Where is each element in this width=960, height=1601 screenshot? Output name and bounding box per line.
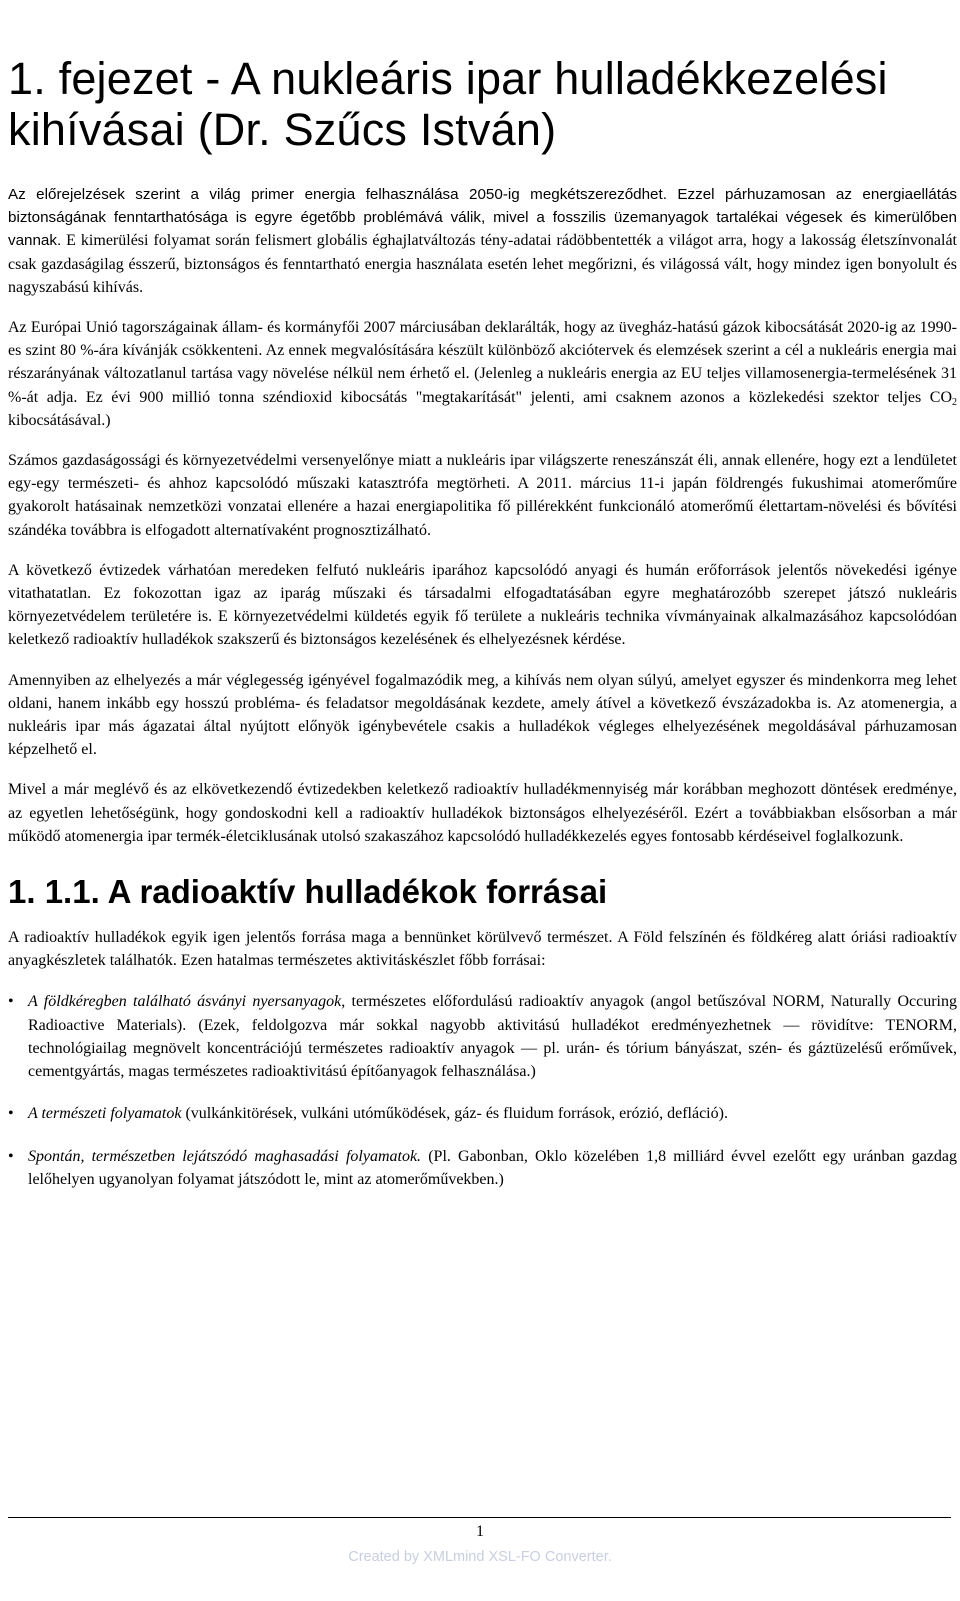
sources-list <box>8 990 957 1190</box>
creator-suffix: . <box>607 1549 612 1565</box>
list-item-text: (vulkánkitörések, vulkáni utóműködések, gáz- és fluidum források, erózió, defláció). <box>181 1105 728 1123</box>
list-item <box>8 1102 957 1125</box>
paragraph-final-disposal: Amennyiben az elhelyezés a már véglegesség igényével fogalmazódik meg, a kihívás nem olyan súlyú, amelyet egyszer és mindenkorra meg lehet oldani, hanem inkább egy hosszú probléma- és feladatsor megoldásának kezdete, amely átível a következő évszázadokba is. Az atomenergia, a nukleáris ipar más ágazatai által nyújtott előnyök igénybevétele csakis a hulladékok végleges elhelyezésének megoldásával párhuzamosan képzelhető el. <box>8 671 957 759</box>
intro-sentence-2: Ezzel párhuzamosan az energiaellátás biztonságának fenntarthatósága is egyre égetőbb problémává válik, mivel a fosszilis üzemanyagok tartalékai végesek és kimerülőben vannak. <box>8 186 957 250</box>
chapter-title: 1. fejezet - A nukleáris ipar hulladékkezelési kihívásai (Dr. Szűcs István) <box>8 53 888 155</box>
paragraph-nuclear-renaissance: Számos gazdaságossági és környezetvédelmi versenyelőnye miatt a nukleáris ipar világszerte reneszánszát éli, annak ellenére, hogy ezt a lendületet egy-egy természeti- és ahhoz kapcsolódó műszaki katasztrófa megtörheti. A 2011. március 11-i japán földrengés fukushimai atomerőműre gyakorolt hatásainak nemzetközi vonzatai ellenére a hazai energiapolitika fő pillérekként funkcionáló atomerőmű élettartam-növelési és bővítési szándéka továbbra is elfogadott alternatívaként prognosztizálható. <box>8 452 957 539</box>
list-item-emphasis: A földkéregben található ásványi nyersanyagok <box>28 993 342 1011</box>
bullet-icon: • <box>8 993 14 1011</box>
list-item-emphasis: A természeti folyamatok <box>28 1105 182 1123</box>
section-title: 1. 1.1. A radioaktív hulladékok forrásai <box>8 873 608 911</box>
creator-footer <box>0 1547 960 1567</box>
list-item <box>8 990 957 1083</box>
list-item <box>8 1145 957 1191</box>
creator-prefix: Created by <box>348 1549 424 1565</box>
paragraph-eu-emissions-tail: kibocsátásával.) <box>8 411 111 429</box>
paragraph-intro <box>8 183 957 299</box>
page-number: 1 <box>476 1523 484 1540</box>
bullet-icon: • <box>8 1105 14 1123</box>
creator-name: XMLmind XSL-FO Converter <box>423 1549 608 1565</box>
intro-sentence-1: Az előrejelzések szerint a világ primer energia felhasználása 2050-ig megkétszereződhet. <box>8 186 678 203</box>
paragraph-eu-emissions-text: Az Európai Unió tagországainak állam- és kormányfői 2007 márciusában deklarálták, hogy az üvegház-hatású gázok kibocsátását 2020-ig az 1990-es szint 80 %-ára kívánják csökkenteni. Az ennek megvalósítására készült különböző akciótervek és elemzések szerint a cél a nukleáris energia mai részarányának változatlanul tartása vagy növelése nélkül nem érhető el. (Jelenleg a nukleáris energia az EU teljes villamosenergia-termelésének 31 %-át adja. Ez évi 900 millió tonna széndioxid kibocsátás "megtakarítását" jelenti, ami csaknem azonos a közlekedési szektor teljes CO <box>8 319 957 406</box>
paragraph-waste-quantity: Mivel a már meglévő és az elkövetkezendő évtizedekben keletkező radioaktív hulladékmennyiség már korábban meghozott döntések eredménye, az egyetlen lehetőségünk, hogy gondoskodni kell a radioaktív hulladékok biztonságos elhelyezéséről. Ezért a továbbiakban elsősorban a már működő atomenergia ipar termék-életciklusának utolsó szakaszához kapcsolódó hulladékkezelés egyes fontosabb kérdéseivel foglalkozunk. <box>8 781 957 845</box>
paragraph-human-resources: A következő évtizedek várhatóan meredeken felfutó nukleáris iparához kapcsolódó anyagi és humán erőforrások jelentős növekedési igénye vitathatatlan. Ez fokozottan igaz az iparág műszaki és társadalmi elfogadtatásában egyre meghatározóbb szerepet játszó nukleáris környezetvédelem területére is. E környezetvédelmi küldetés egyik fő területe a nukleáris technika vívmányainak alkalmazásához kapcsolódóan keletkező radioaktív hulladékok szakszerű és biztonságos kezelésének és elhelyezésnek kérdése. <box>8 561 957 649</box>
list-item-text: (Pl. Gabonban, Oklo közelében 1,8 milliárd évvel ezelőtt egy uránban gazdag lelőhelyen ugyanolyan folyamat játszódott le, mint az atomerőművekben.) <box>28 1147 957 1188</box>
bullet-icon: • <box>8 1147 14 1165</box>
footer-divider <box>8 1517 951 1518</box>
section-intro: A radioaktív hulladékok egyik igen jelentős forrása maga a bennünket körülvevő természet. A Föld felszínén és földkéreg alatt óriási radioaktív anyagkészletek találhatók. Ezen hatalmas természetes aktivitáskészlet főbb forrásai: <box>8 929 957 970</box>
list-item-text: , természetes előfordulású radioaktív anyagok (angol betűszóval NORM, Naturally Occuring Radioactive Materials). (Ezek, feldolgozva már sokkal nagyobb aktivitású hulladékot eredményezhetnek — rövidítve: TENORM, technológiailag megnövelt koncentrációjú természetes radioaktív anyagok — pl. urán- és tórium bányászat, szén- és gáztüzelésű erőművek, cementgyártás, magas természetes radioaktivitású építőanyagok felhasználása.) <box>28 993 957 1081</box>
intro-sentence-3: E kimerülési folyamat során felismert globális éghajlatváltozás tény-adatai rádöbbentették a világot arra, hogy a lakosság életszínvonalát csak gazdaságilag ésszerű, biztonságos és fenntartható energia használata esetén lehet megőrizni, és világossá vált, hogy mindez igen bonyolult és nagyszabású kihívás. <box>8 232 957 296</box>
list-item-emphasis: Spontán, természetben lejátszódó maghasadási folyamatok. <box>28 1147 422 1165</box>
co2-subscript: 2 <box>952 396 957 408</box>
document-page <box>8 0 957 1210</box>
paragraph-eu-emissions <box>8 316 957 432</box>
